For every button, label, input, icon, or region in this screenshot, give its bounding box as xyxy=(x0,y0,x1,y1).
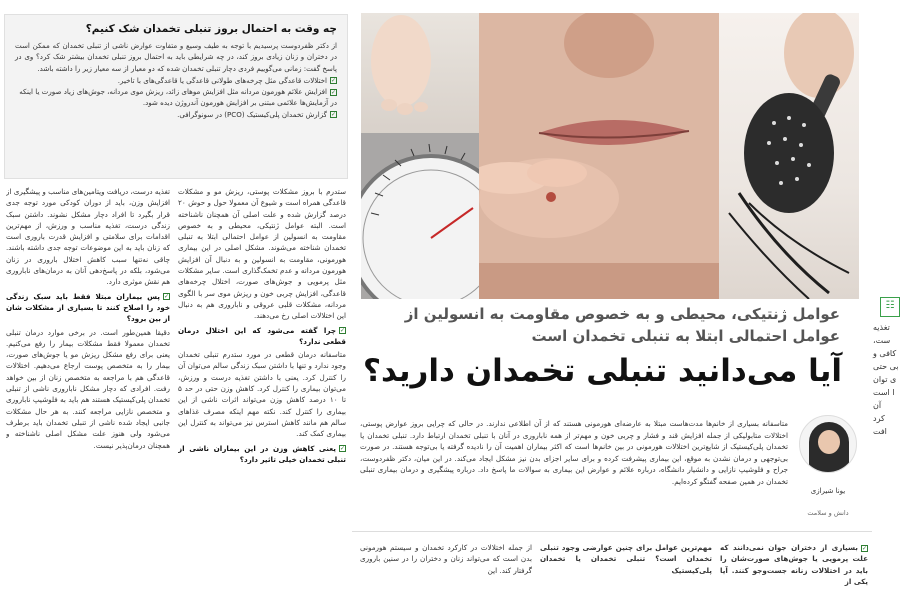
article-headline: آیا می‌دانید تنبلی تخمدان دارید؟ xyxy=(362,353,842,389)
author-box xyxy=(797,415,859,517)
check-icon: ✓ xyxy=(330,111,336,119)
subheading: ✓پس بیماران مبتلا فقط باید سبک زندگی خود را اصلاح کنند تا بسیاری از مشکلات شان از بین برود؟ xyxy=(6,291,170,324)
article-column-left xyxy=(6,186,170,586)
acne-face-photo xyxy=(479,13,719,299)
article-column-bottom-left: از جمله اختلالات در کارکرد تخمدان و سیستم هورمونی بدن است که می‌تواند زنان و دختران را در سنین باروری گرفتار کند. این xyxy=(360,543,532,575)
article-column-bottom-right: ✓بسیاری از دختران جوان نمی‌دانند که علت پرمویی یا جوش‌های صورت‌شان را باید در اختلالات زنانه جست‌وجو کنند. آیا یکی از xyxy=(720,543,868,586)
check-icon: ✓ xyxy=(339,327,345,335)
sidebar-list-item: ✓گزارش تخمدان پلی‌کیستیک (PCO) در سونوگرافی. xyxy=(177,109,336,119)
sidebar-list xyxy=(15,75,337,120)
paragraph: دقیقا همین‌طور است. در برخی موارد درمان تنبلی تخمدان معمولا فقط مشکلات بیمار را رفع می‌کنیم. یعنی برای رفع مشکل ریزش مو یا جوش‌های صورت، بیمار را به متخصص پوست ارجاع می‌دهیم. اختلالات قاعدگی هم با مراجعه به متخصص زنان از بین خواهد رفت. افرادی که دچار مشکل ناباروری ناشی از تنبلی تخمدان پلی‌کیستیک هستند هم باید به فلوشیپ ناباروری و متخصص نازایی مراجعه کنند. به هر حال مشکلات جانبی ایجاد شده ناشی از تنبلی تخمدان باید برطرف می‌شود ولی هنوز علت مشکل اصلی ناشناخته و همچنان درمان‌پذیر نیست. xyxy=(6,327,170,450)
face-closeup-image xyxy=(479,13,719,299)
adjacent-column-fragment: ☷ تغذیه ست، کافی و بی حتی ی توان ا است آن کرد افت xyxy=(871,297,900,497)
check-icon: ✓ xyxy=(861,544,867,552)
quote-badge-icon: ☷ xyxy=(880,297,900,317)
check-icon: ✓ xyxy=(330,88,336,96)
paragraph: تغذیه درست، دریافت ویتامین‌های مناسب و پیشگیری از افزایش وزن، باید از دوران کودکی مورد توجه جدی قرار بگیرد تا افراد دچار مشکل نشوند. داشتن سبک زندگی درست، تغذیه مناسب و ورزش، از مهم‌ترین اقدامات برای سلامتی و افزایش قدرت باروری است که زنان باید به این موضوعات توجه جدی داشته باشند. چاقی نه‌تنها سبب کاهش اختلال باروری در زنان می‌شود، بلکه در پاسخ‌دهی آنان به درمان‌های ناباروری هم نقش موثری دارد. xyxy=(6,187,170,287)
hair-brush-photo xyxy=(719,13,859,299)
article-column-middle xyxy=(178,186,346,586)
check-icon: ✓ xyxy=(163,293,169,301)
sidebar-box xyxy=(4,14,348,179)
check-icon: ✓ xyxy=(339,445,345,453)
sidebar-body: از دکتر ظفردوست پرسیدیم با توجه به طیف وسیع و متفاوت عوارض ناشی از تنبلی تخمدان که ممکن است در دختران و زنان زیادی بروز کند، در چه شرایطی باید به احتمال بروز تنبلی تخمدان بیشتر شک کرد؟ وی در پاسخ گفت: زمانی می‌گوییم فردی دچار تنبلی تخمدان شده که دو معیار از سه معیار زیر را داشته باشد. xyxy=(15,41,337,73)
check-icon: ✓ xyxy=(330,77,336,85)
sidebar-list-item: ✓اختلالات قاعدگی مثل چرخه‌های طولانی قاعدگی یا قاعدگی‌های با تاخیر. xyxy=(117,75,336,85)
paragraph: متاسفانه درمان قطعی در مورد ستدرم تنبلی تخمدان وجود ندارد و تنها با داشتن سبک زندگی سالم می‌توان آن را کنترل کرد. یعنی با داشتن تغذیه درست و ورزش، می‌توان بیماری را کنترل کرد. کاهش وزن حتی در حد ۵ تا ۱۰ درصد کاهش وزن می‌تواند اثرات ناشی از این بیماری را کنترل کند. نکته مهم اینکه مصرف غذاهای سالم هم مانند کاهش استرس نیز می‌تواند به کنترل این بیماری کمک کند. xyxy=(178,350,346,439)
bathroom-scale-image xyxy=(361,13,479,299)
scale-photo xyxy=(361,13,479,299)
author-name: یونا شیرازی xyxy=(810,487,846,495)
subheading: ✓یعنی کاهش وزن در این بیماران ناشی از تنبلی تخمدان خیلی تاثیر دارد؟ xyxy=(178,443,346,464)
article-lead: متاسفانه بسیاری از خانم‌ها مدت‌هاست مبتلا به عارضه‌ای هورمونی هستند که از آن اطلاعی ندارند. در حالی که چرایی بروز عوارض پوستی، اختلالات متابولیکی از جمله افزایش قند و فشار و چربی خون و مهم‌تر از همه ناباروری در آنان با تنبلی تخمدان ارتباط دارد. تنبلی تخمدان یا تخمدان پلی‌کیستیک از شایع‌ترین اختلالات هورمونی در بین خانم‌ها است که اکثر بیماران اهمیت آن را نادیده گرفته یا بی‌توجه هستند. در صورت بی‌توجهی و درمان نشدن به موقع، این بیماری پیشرفت کرده و برای سایر اجزای بدن نیز مشکل ایجاد می‌کند. در این میان، دکتر ظفردوست، جراح و فلوشیپ نازایی و دانشیار دانشگاه، درباره علائم و عوارض این بیماری به سوالات ما پاسخ داد. درباره پیشگیری و درمان بیماری تنبلی تخمدان در همین صفحه گفتگو کرده‌ایم. xyxy=(360,419,788,486)
subheading: ✓چرا گفته می‌شود که این اختلال درمان قطعی ندارد؟ xyxy=(178,325,346,346)
article-photo xyxy=(361,13,859,299)
hair-loss-brush-image xyxy=(719,13,859,299)
section-label: دانش و سلامت xyxy=(807,509,849,517)
sidebar-title: چه وقت به احتمال بروز تنبلی تخمدان شک کنیم؟ xyxy=(85,23,337,35)
author-avatar xyxy=(799,415,857,473)
divider xyxy=(352,531,872,532)
article-deck: عوامل ژنتیکی، محیطی و به خصوص مقاومت به انسولین از عوامل احتمالی ابتلا به تنبلی تخمدان است xyxy=(404,305,840,345)
article-column-bottom-middle: مهم‌ترین عوامل برای چنین عوارضی وجود تنبلی تخمدان است؟ تنبلی تخمدان یا تخمدان پلی‌کیستیک xyxy=(540,543,712,575)
paragraph: ستدرم با بروز مشکلات پوستی، ریزش مو و مشکلات قاعدگی همراه است و شیوع آن معمولا حول و حوش ۲۰ درصد گزارش شده و علت اصلی آن همچنان ناشناخته است. البته عوامل ژنتیکی، محیطی و به خصوص مقاومت به انسولین از عوامل احتمالی ابتلا به تنبلی تخمدان شناخته می‌شوند. مشکل اصلی در این بیماری هورمونی، مقاومت به انسولین و به دنبال آن افزایش هورمون مردانه و عدم تخمک‌گذاری است. سایر مشکلات مثل پرمویی و جوش‌های صورت، اختلال چرخه‌های قاعدگی، افزایش چربی خون و ریزش موی سر با الگوی مردانه، مشکلات قلبی عروقی و ناباروری هم به دنبال این اختلالات اصلی رخ می‌دهند. xyxy=(178,187,346,321)
sidebar-list-item: ✓افزایش علائم هورمون مردانه مثل افزایش موهای زائد، ریزش موی مردانه، جوش‌های زیاد صورت یا اینکه در آزمایش‌ها علائمی مبتنی بر افزایش هورمون آندروژن دیده شود. xyxy=(19,87,337,108)
